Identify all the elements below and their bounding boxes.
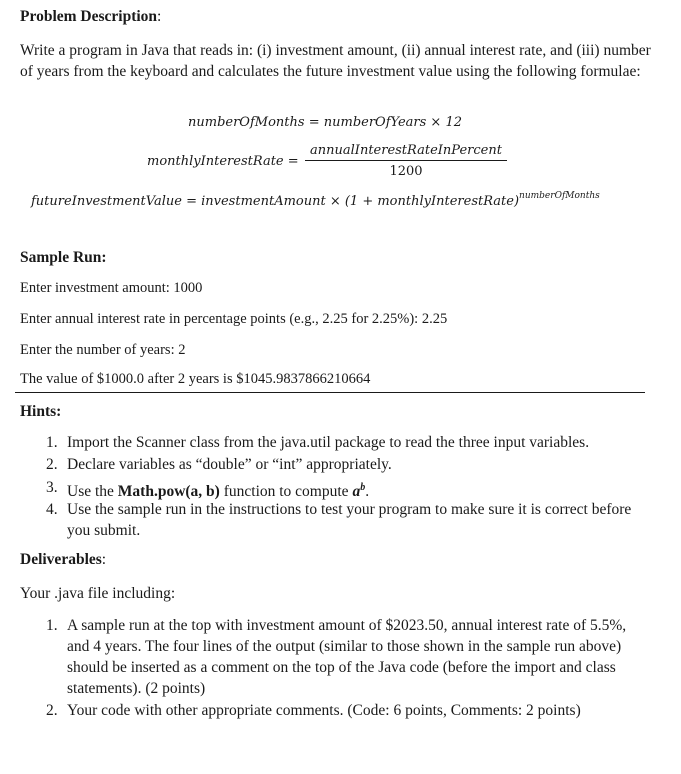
- list-item-number: 3.: [46, 479, 58, 496]
- deliverables-intro: Your .java file including:: [20, 585, 176, 602]
- list-item-number: 2.: [46, 702, 58, 719]
- deliverables-heading: [20, 551, 106, 569]
- sample-run-line: Enter annual interest rate in percentage points (e.g., 2.25 for 2.25%): 2.25: [20, 311, 448, 327]
- list-item-text: Declare variables as “double” or “int” appropriately.: [67, 456, 392, 473]
- sample-run-line: The value of $1000.0 after 2 years is $1045.9837866210664: [20, 371, 371, 387]
- list-item: [46, 700, 646, 721]
- formula-future-rhs: investmentAmount × (1 + monthlyInterestRate): [201, 194, 520, 209]
- formula-rate-denominator: 1200: [389, 164, 423, 179]
- problem-heading: [20, 8, 161, 26]
- formula-rate-lhs-group: [147, 154, 299, 169]
- hint-code-math-pow: Math.pow(a, b): [117, 483, 220, 501]
- formula-months-eq: =: [308, 115, 320, 130]
- deliverables-heading-colon: :: [101, 551, 107, 568]
- formula-months: [188, 115, 462, 130]
- formula-future: [31, 191, 600, 209]
- list-item-number: 1.: [46, 434, 58, 451]
- problem-intro: Write a program in Java that reads in: (i) investment amount, (ii) annual interest rate, and (iii) number of years from the keyboard and calculates the future investment value using the following formulae:: [20, 42, 651, 80]
- formula-rate-numerator: annualInterestRateInPercent: [305, 143, 507, 161]
- formula-future-exponent: numberOfMonths: [519, 191, 600, 201]
- sample-run-line: Enter investment amount: 1000: [20, 280, 203, 296]
- hint-text-pre: Use the: [67, 483, 118, 501]
- problem-heading-text: Problem Description: [20, 8, 158, 25]
- hint-text-post: function to compute: [219, 483, 353, 501]
- list-item-number: 1.: [46, 617, 58, 634]
- formula-rate-fraction: [305, 143, 507, 179]
- formula-months-lhs: numberOfMonths: [188, 115, 305, 130]
- list-item-text: Use the sample run in the instructions to test your program to make sure it is correct before you submit.: [67, 501, 632, 539]
- formula-future-lhs: futureInvestmentValue: [31, 194, 182, 209]
- hint-math-base: a: [352, 483, 361, 501]
- formula-months-rhs: numberOfYears × 12: [323, 115, 463, 130]
- problem-heading-colon: :: [157, 8, 162, 25]
- list-item-number: 4.: [46, 501, 58, 518]
- hints-heading: Hints:: [20, 403, 62, 420]
- list-item: [46, 615, 646, 699]
- hint-text-end: .: [365, 483, 370, 501]
- list-item-text: Import the Scanner class from the java.util package to read the three input variables.: [67, 434, 590, 451]
- list-item-text: A sample run at the top with investment amount of $2023.50, annual interest rate of 5.5%, and 4 years. The four lines of the output (similar to those shown in the sample run above) should be inserted as a comment on the top of the Java code (before the import and class statements). (2 points): [67, 617, 627, 697]
- formula-future-eq: =: [186, 194, 197, 209]
- sample-run-heading: Sample Run:: [20, 249, 107, 266]
- formula-rate-eq: =: [287, 154, 299, 169]
- deliverables-heading-text: Deliverables: [20, 551, 102, 568]
- hint-math-exponent: b: [360, 482, 366, 493]
- sample-run-line: Enter the number of years: 2: [20, 342, 186, 358]
- list-item: [46, 432, 646, 453]
- formula-rate-lhs: monthlyInterestRate: [147, 154, 284, 169]
- list-item: [46, 454, 646, 475]
- list-item-text: Your code with other appropriate comments. (Code: 6 points, Comments: 2 points): [67, 702, 581, 719]
- divider: [15, 392, 645, 393]
- list-item: [46, 499, 646, 541]
- list-item-number: 2.: [46, 456, 58, 473]
